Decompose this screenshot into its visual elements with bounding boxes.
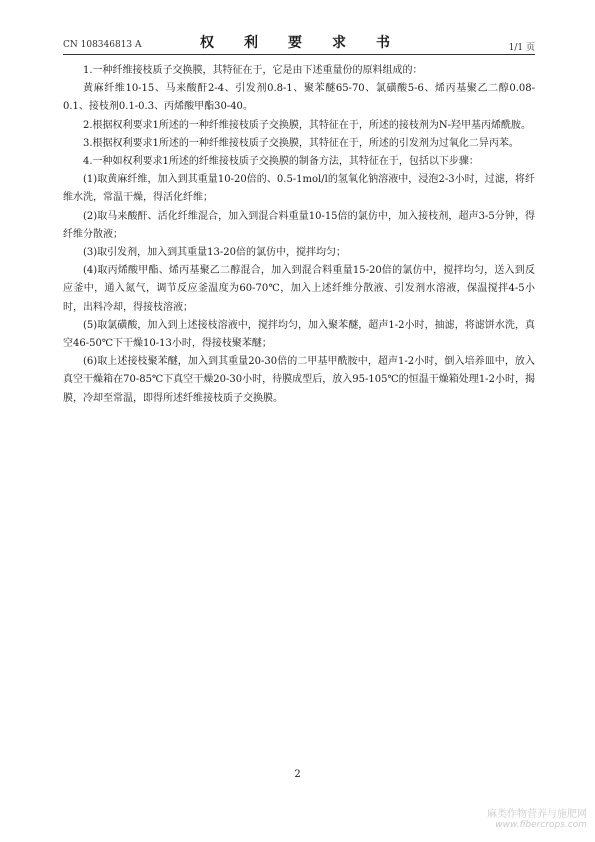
- patent-number: CN 108346813 A: [63, 40, 142, 50]
- page-number: 2: [294, 769, 301, 780]
- claims-body: [63, 62, 535, 408]
- page-indicator: 1/1 页: [508, 43, 535, 53]
- site-watermark: [457, 805, 587, 830]
- claim-3: 3.根据权利要求1所述的一种纤维接枝质子交换膜，其特征在于，所述的引发剂为过氧化二异丙苯。: [83, 137, 519, 149]
- claim-4-step-2: (2)取马来酸酐、活化纤维混合，加入到混合料重量10-15倍的氯仿中，加入接枝剂，超声3-5分钟，得纤维分散液；: [63, 210, 535, 240]
- claim-4-step-6: (6)取上述接枝聚苯醚，加入到其重量20-30倍的二甲基甲酰胺中，超声1-2小时，倒入培养皿中，放入真空干燥箱在70-85℃下真空干燥20-30小时，待膜成型后，放入95-105℃的恒温干燥箱处理1-2小时，揭膜，冷却至常温，即得所述纤维接枝质子交换膜。: [63, 356, 535, 404]
- watermark-url: www.fibercrops.com: [495, 820, 587, 830]
- claim-1-composition: 黄麻纤维10-15、马来酸酐2-4、引发剂0.8-1、聚苯醚65-70、氯磺酸5-6、烯丙基聚乙二醇0.08-0.1、接枝剂0.1-0.3、丙烯酸甲酯30-40。: [63, 83, 535, 113]
- document-title: 权 利 要 求 书: [200, 35, 398, 51]
- claim-2: 2.根据权利要求1所述的一种纤维接枝质子交换膜，其特征在于，所述的接枝剂为N-羟甲基丙烯酰胺。: [83, 119, 532, 131]
- claim-4-step-3: (3)取引发剂，加入到其重量13-20倍的氯仿中，搅拌均匀；: [83, 247, 346, 259]
- claim-1-intro: 1.一种纤维接枝质子交换膜，其特征在于，它是由下述重量份的原料组成的：: [83, 65, 423, 76]
- claim-4-step-4: (4)取丙烯酸甲酯、烯丙基聚乙二醇混合，加入到混合料重量15-20倍的氯仿中，搅拌均匀，送入到反应釜中，通入氮气，调节反应釜温度为60-70℃，加入上述纤维分散液、引发剂水溶液，保温搅拌4-5小时，出料冷却，得接枝溶液；: [63, 265, 535, 313]
- claim-4-step-1: (1)取黄麻纤维，加入到其重量10-20倍的、0.5-1mol/l的氢氧化钠溶液中，浸泡2-3小时，过滤，将纤维水洗，常温干燥，得活化纤维；: [63, 174, 535, 204]
- claim-4-step-5: (5)取氯磺酸，加入到上述接枝溶液中，搅拌均匀，加入聚苯醚，超声1-2小时，抽滤，将滤饼水洗，真空46-50℃下干燥10-13小时，得接枝聚苯醚；: [63, 319, 535, 350]
- document-header: [63, 30, 535, 55]
- watermark-site-name: 麻类作物营养与施肥网: [487, 809, 587, 820]
- claim-4-intro: 4.一种如权利要求1所述的纤维接枝质子交换膜的制备方法，其特征在于，包括以下步骤：: [83, 156, 479, 168]
